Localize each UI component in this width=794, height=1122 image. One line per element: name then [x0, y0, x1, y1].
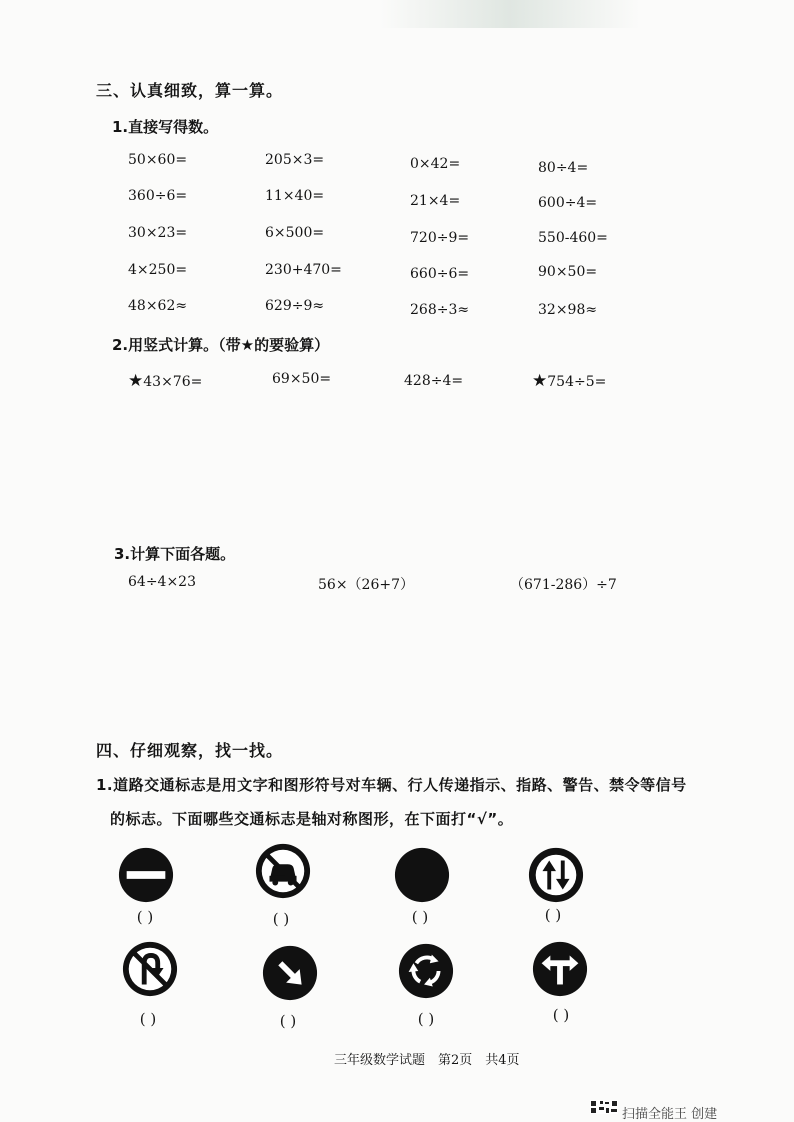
oral-calc-item: 660÷6=: [410, 266, 470, 282]
no-u-turn-sign-icon: [121, 940, 179, 998]
oral-calc-item: 30×23=: [128, 225, 188, 241]
black-circle-sign-icon: [393, 846, 451, 904]
oral-calc-item: 90×50=: [538, 264, 598, 280]
oral-calc-item: 6×500=: [265, 225, 325, 241]
q1-paragraph-line1: 1.道路交通标志是用文字和图形符号对车辆、行人传递指示、指路、警告、禁令等信号: [96, 776, 687, 794]
answer-paren[interactable]: ( ): [272, 910, 290, 928]
q2-title-prefix: 2.用竖式计算。（带: [112, 336, 241, 354]
answer-paren[interactable]: ( ): [411, 908, 429, 926]
mixed-calc-item: 64÷4×23: [128, 574, 196, 590]
roundabout-sign-icon: [397, 942, 455, 1000]
vertical-calc-item: 69×50=: [272, 371, 332, 387]
q2-title: [112, 334, 329, 355]
answer-paren[interactable]: ( ): [544, 906, 562, 924]
vertical-calc-expr: 754÷5=: [547, 374, 607, 390]
two-way-traffic-sign-icon: [527, 846, 585, 904]
oral-calc-item: 360÷6=: [128, 188, 188, 204]
answer-paren[interactable]: ( ): [279, 1012, 297, 1030]
answer-paren[interactable]: ( ): [136, 908, 154, 926]
oral-calc-item: 4×250=: [128, 262, 188, 278]
section-4-title: 四、仔细观察，找一找。: [96, 741, 284, 760]
oral-calc-item: 50×60=: [128, 152, 188, 168]
scan-smudge: [380, 0, 640, 28]
oral-calc-item: 32×98≈: [538, 302, 598, 318]
star-icon: ★: [128, 371, 144, 391]
scanner-watermark: 扫描全能王 创建: [622, 1107, 718, 1122]
oral-calc-item: 48×62≈: [128, 298, 188, 314]
no-motor-vehicles-sign-icon: [254, 842, 312, 900]
page-footer: 三年级数学试题 第2页 共4页: [334, 1053, 520, 1068]
mixed-calc-item: （671-286）÷7: [510, 577, 617, 593]
section-3-title: 三、认真细致，算一算。: [96, 81, 284, 100]
answer-paren[interactable]: ( ): [552, 1006, 570, 1024]
vertical-calc-item: [532, 371, 606, 391]
oral-calc-item: 720÷9=: [410, 230, 470, 246]
oral-calc-item: 600÷4=: [538, 195, 598, 211]
no-entry-sign-icon: [117, 846, 175, 904]
oral-calc-item: 11×40=: [265, 188, 325, 204]
vertical-calc-expr: 43×76=: [143, 374, 203, 390]
answer-paren[interactable]: ( ): [139, 1010, 157, 1028]
q1-paragraph-line2: 的标志。下面哪些交通标志是轴对称图形，在下面打“√”。: [110, 810, 514, 828]
oral-calc-item: 0×42=: [410, 156, 461, 172]
oral-calc-item: 268÷3≈: [410, 302, 470, 318]
oral-calc-item: 205×3=: [265, 152, 325, 168]
vertical-calc-item: [128, 371, 202, 391]
left-or-right-turn-sign-icon: [531, 940, 589, 998]
q2-title-suffix: 的要验算）: [254, 336, 330, 354]
oral-calc-item: 21×4=: [410, 193, 461, 209]
vertical-calc-item: 428÷4=: [404, 373, 464, 389]
star-icon: ★: [240, 336, 255, 354]
oral-calc-item: 629÷9≈: [265, 298, 325, 314]
q1-title: 1.直接写得数。: [112, 118, 219, 136]
q3-title: 3.计算下面各题。: [114, 545, 236, 563]
keep-right-diagonal-arrow-sign-icon: [261, 944, 319, 1002]
star-icon: ★: [532, 371, 548, 391]
qr-code-icon: [590, 1100, 618, 1114]
oral-calc-item: 230+470=: [265, 262, 342, 278]
oral-calc-item: 80÷4=: [538, 160, 589, 176]
mixed-calc-item: 56×（26+7）: [318, 577, 414, 593]
oral-calc-item: 550-460=: [538, 230, 608, 246]
answer-paren[interactable]: ( ): [417, 1010, 435, 1028]
